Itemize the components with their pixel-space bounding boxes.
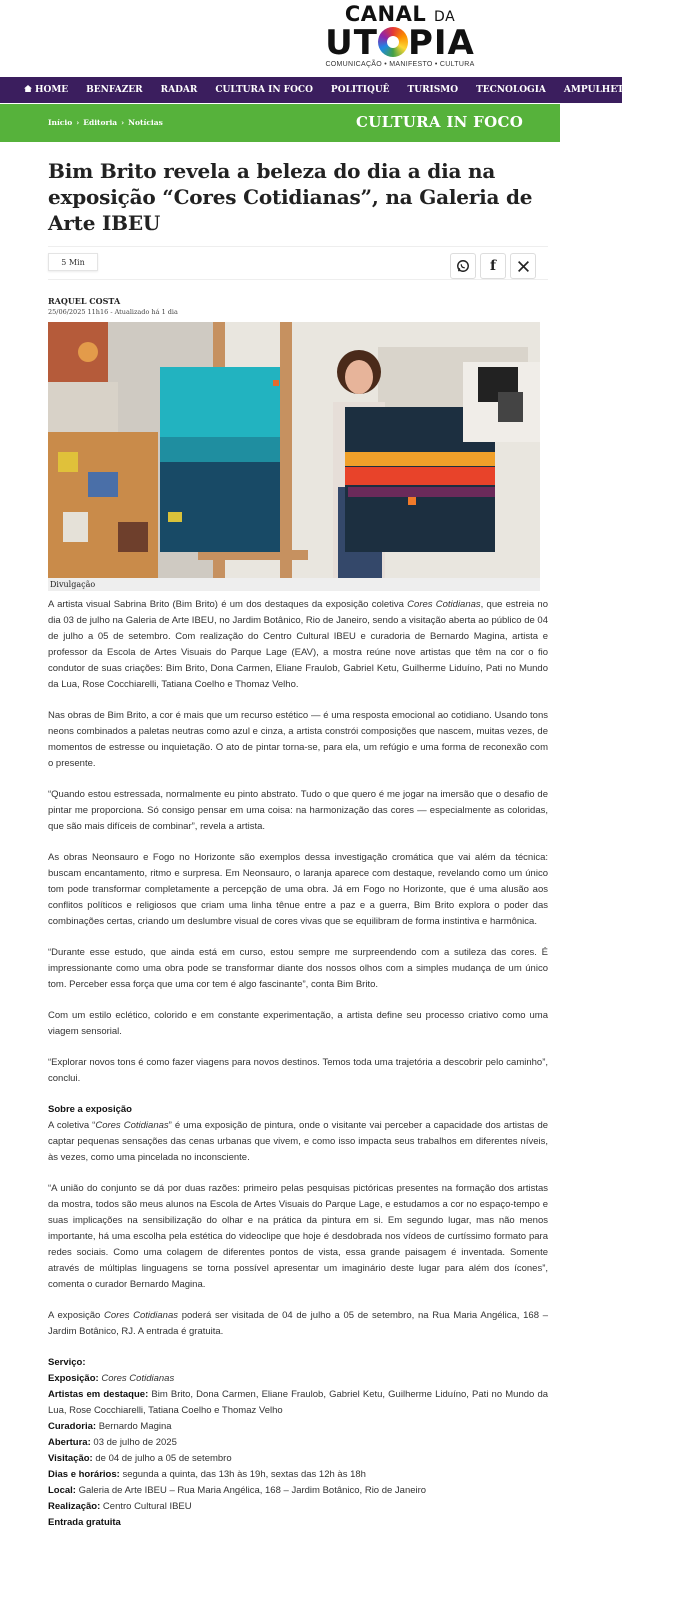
x-twitter-icon	[517, 260, 530, 273]
section-heading-sobre: Sobre a exposição	[48, 1104, 132, 1115]
article-body	[48, 597, 548, 1531]
servico-item: Exposição: Cores Cotidianas	[48, 1373, 175, 1384]
paragraph: A artista visual Sabrina Brito (Bim Brito) é um dos destaques da exposição coletiva Cores Cotidianas, que estreia no dia 03 de julho na Galeria de Arte IBEU, no Jardim Botânico, Rio de Janeiro, sendo a visitação aberta ao público de 04 de julho a 05 de setembro. Com realização do Centro Cultural IBEU e curadoria de Bernardo Magina, artista e professor da Escola de Artes Visuais do Parque Lage (EAV), a mostra reúne nove artistas que têm na cor o fio condutor de suas criações: Bim Brito, Dona Carmen, Eliane Fraulob, Gabriel Ketu, Guilherme Liduíno, Pati no Mundo da Lua, Rose Cocchiarelli, Tatiana Coelho e Thomaz Velho.	[48, 599, 548, 690]
site-header	[0, 0, 622, 76]
paragraph: As obras Neonsauro e Fogo no Horizonte são exemplos dessa investigação cromática que vai além da técnica: buscam encantamento, ritmo e surpresa. Em Neonsauro, o laranja aparece com destaque, revelando como um único tom pode transformar completamente a percepção de uma obra. Já em Fogo no Horizonte, que é uma alusão aos conflitos políticos e religiosos que criam uma linha tênue entre a paz e a guerra, Bim Brito explora o poder das combinações certas, criando um deslumbre visual de cores vivas que se equilibram de forma instintiva e harmônica.	[48, 852, 548, 927]
breadcrumb	[48, 118, 163, 127]
servico-block	[48, 1355, 548, 1531]
nav-item-cultura-in-foco[interactable]: CULTURA IN FOCO	[215, 85, 313, 95]
logo-top-text: CANAL DA	[344, 2, 456, 26]
servico-footer: Entrada gratuita	[48, 1517, 121, 1528]
share-whatsapp-button[interactable]	[450, 253, 476, 279]
whatsapp-icon	[456, 259, 470, 273]
article-photo[interactable]	[48, 322, 540, 578]
read-time-badge: 5 Min	[48, 253, 98, 271]
paragraph: A exposição Cores Cotidianas poderá ser visitada de 04 de julho a 05 de setembro, na Rua Maria Angélica, 168 – Jardim Botânico, RJ. A entrada é gratuita.	[48, 1310, 548, 1337]
paragraph: “Quando estou estressada, normalmente eu pinto abstrato. Tudo o que quero é me jogar na imersão que o desafio de pintar me proporciona. Só consigo pensar em uma coisa: na harmonização das cores — especialmente as coloridas, que são mais difíceis de combinar”, revela a artista.	[48, 789, 548, 832]
paragraph: “A união do conjunto se dá por duas razões: primeiro pelas pesquisas pictóricas presentes na formação dos artistas da mostra, todos são meus alunos na Escola de Artes Visuais do Parque Lage, e estudamos a cor no espaço-tempo e suas implicações na sensibilização do olhar e na prática da pintura em si. Em segundo lugar, mas não menos importante, há uma escolha pela estética do videoclipe que hoje é desdobrada nos vídeos de curtíssimo formato para redes sociais. Como uma colagem de diferentes pontos de vista, essa grande paisagem é inventada. Somente através de múltiplas linguagens se torna possível apresentar um imaginário deste lugar para além dos ícones”, comenta o curador Bernardo Magina.	[48, 1183, 548, 1290]
servico-item: Abertura: 03 de julho de 2025	[48, 1437, 177, 1448]
article-meta-row	[48, 246, 548, 280]
home-icon	[24, 85, 32, 92]
servico-item: Local: Galeria de Arte IBEU – Rua Maria Angélica, 168 – Jardim Botânico, Rio de Janeiro	[48, 1485, 427, 1496]
servico-heading: Serviço:	[48, 1357, 86, 1368]
servico-item: Curadoria: Bernardo Magina	[48, 1421, 172, 1432]
article-title: Bim Brito revela a beleza do dia a dia na exposição “Cores Cotidianas”, na Galeria de Arte IBEU	[48, 159, 533, 235]
paragraph: “Durante esse estudo, que ainda está em curso, estou sempre me surpreendendo com a sutileza das cores. É impressionante como uma obra pode se transformar diante dos nossos olhos com a simples mudança de um único tom. Perceber essa força que uma cor tem é algo fascinante”, conta Bim Brito.	[48, 947, 548, 990]
breadcrumb-separator-icon: ›	[121, 118, 125, 127]
breadcrumb-inicio[interactable]: Início	[48, 118, 73, 127]
paragraph: A coletiva “Cores Cotidianas” é uma exposição de pintura, onde o visitante vai perceber a capacidade dos artistas de captar pequenas sensações das cenas urbanas que vivem, e como isso impacta seus trabalhos em diferentes níveis, às vezes, como uma pincelada no inconsciente.	[48, 1120, 549, 1163]
article	[48, 158, 548, 1531]
nav-item-podcast[interactable]: PODCAS	[648, 85, 692, 95]
article-date: 25/06/2025 11h16 - Atualizado há 1 dia	[48, 308, 178, 316]
breadcrumb-separator-icon: ›	[76, 118, 80, 127]
photo-caption: Divulgação	[48, 578, 540, 591]
nav-item-benfazer[interactable]: BENFAZER	[86, 85, 143, 95]
nav-item-radar[interactable]: RADAR	[160, 85, 198, 95]
servico-item: Realização: Centro Cultural IBEU	[48, 1501, 192, 1512]
paragraph: Com um estilo eclético, colorido e em constante experimentação, a artista define seu processo criativo como uma viagem sensorial.	[48, 1010, 548, 1037]
section-title: CULTURA IN FOCO	[356, 113, 524, 131]
paragraph: Nas obras de Bim Brito, a cor é mais que um recurso estético — é uma resposta emocional ao cotidiano. Usando tons neons combinados a paletas neutras como azul e cinza, a artista constrói composições que nascem, muitas vezes, de momentos de estresse ou inquietação. O ato de pintar torna-se, para ela, um refúgio e uma forma de reconexão com o presente.	[48, 710, 548, 769]
logo-subtitle: COMUNICAÇÃO • MANIFESTO • CULTURA	[325, 61, 475, 68]
artist-with-paintings-image	[48, 322, 540, 578]
logo-main-text: UT PIA	[325, 23, 475, 63]
servico-item: Dias e horários: segunda a quinta, das 13h às 19h, sextas das 12h às 18h	[48, 1469, 366, 1480]
facebook-icon: f	[489, 258, 497, 274]
nav-item-politique[interactable]: POLITIQUÊ	[330, 85, 390, 95]
breadcrumb-bar	[0, 104, 560, 142]
article-author[interactable]: RAQUEL COSTA	[48, 296, 121, 306]
servico-item: Artistas em destaque: Bim Brito, Dona Carmen, Eliane Fraulob, Gabriel Ketu, Guilherme Liduíno, Pati no Mundo da Lua, Rose Cocchiarelli, Tatiana Coelho e Thomaz Velho	[48, 1389, 549, 1416]
servico-item: Visitação: de 04 de julho a 05 de setembro	[48, 1453, 232, 1464]
nav-item-tecnologia[interactable]: TECNOLOGIA	[476, 85, 546, 95]
share-x-button[interactable]	[510, 253, 536, 279]
breadcrumb-noticias[interactable]: Notícias	[128, 118, 163, 127]
nav-item-turismo[interactable]: TURISMO	[407, 85, 459, 95]
site-logo[interactable]	[320, 2, 480, 68]
paragraph: “Explorar novos tons é como fazer viagens para novos destinos. Temos toda uma trajetória a descobrir pelo caminho”, conclui.	[48, 1057, 548, 1084]
share-facebook-button[interactable]	[480, 253, 506, 279]
logo-rainbow-o-icon	[378, 27, 408, 57]
main-nav	[0, 77, 692, 103]
breadcrumb-editoria[interactable]: Editoria	[83, 118, 118, 127]
nav-item-home[interactable]: HOME	[0, 77, 77, 103]
nav-item-ampulheta[interactable]: AMPULHETA	[563, 85, 631, 95]
